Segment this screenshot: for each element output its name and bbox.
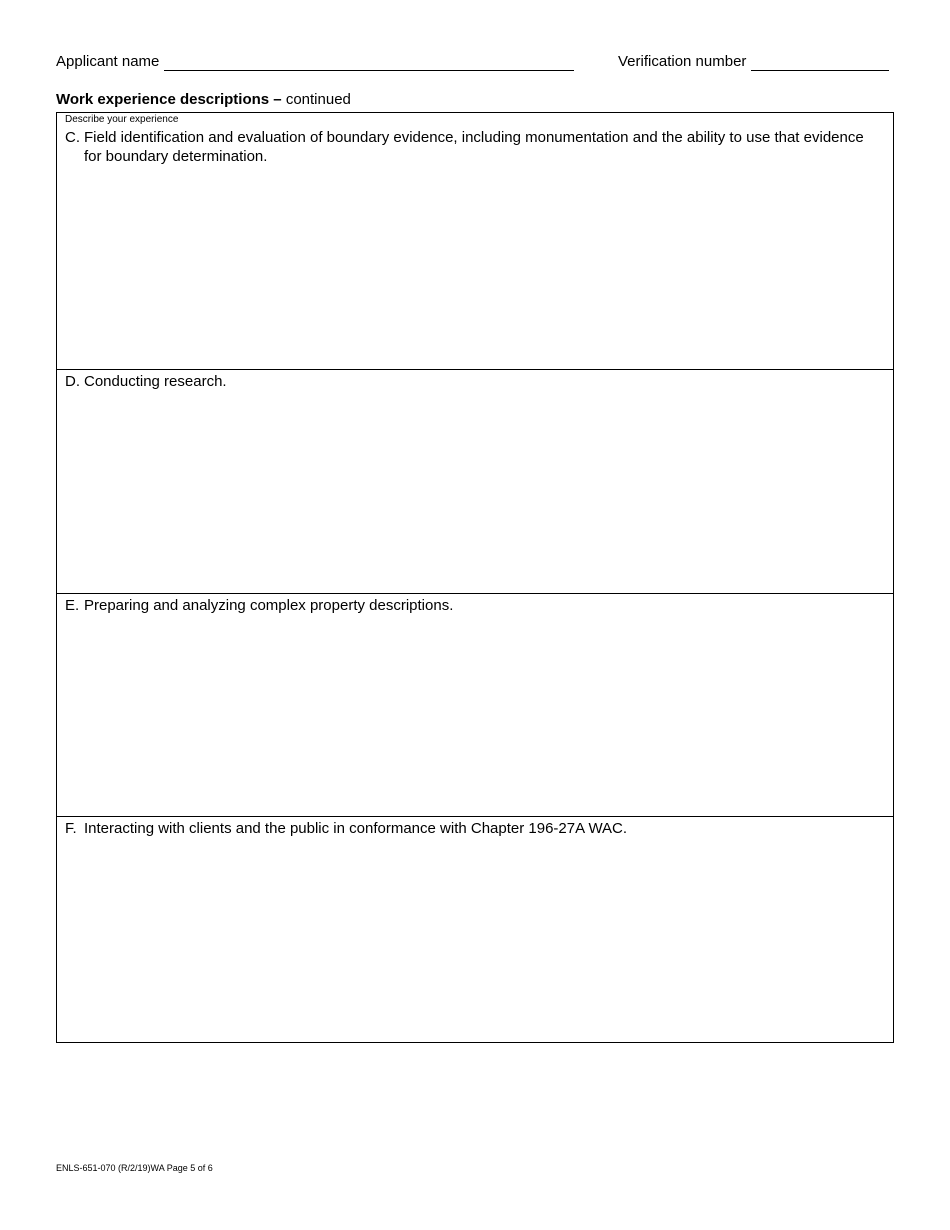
section-title-main: Work experience descriptions – bbox=[56, 91, 282, 108]
header-fields bbox=[56, 53, 894, 73]
form-footer: ENLS-651-070 (R/2/19)WA Page 5 of 6 bbox=[56, 1163, 213, 1173]
applicant-name-input-line[interactable] bbox=[164, 56, 574, 71]
experience-cell-e bbox=[57, 593, 893, 816]
section-title bbox=[56, 91, 351, 109]
item-d bbox=[65, 372, 865, 391]
item-f-text: Interacting with clients and the public in conformance with Chapter 196-27A WAC. bbox=[84, 820, 628, 837]
applicant-name-label: Applicant name bbox=[56, 53, 160, 70]
section-title-suffix: continued bbox=[285, 91, 351, 108]
item-f-letter: F. bbox=[65, 820, 77, 837]
item-e-letter: E. bbox=[65, 597, 80, 614]
item-c bbox=[65, 128, 865, 166]
describe-experience-label: Describe your experience bbox=[65, 114, 179, 125]
experience-cell-f bbox=[57, 816, 893, 1042]
answer-area-e[interactable] bbox=[65, 620, 885, 810]
item-d-letter: D. bbox=[65, 373, 80, 390]
applicant-name-field bbox=[56, 53, 577, 71]
item-d-text: Conducting research. bbox=[84, 373, 227, 390]
verification-number-label: Verification number bbox=[618, 53, 747, 70]
answer-area-f[interactable] bbox=[65, 843, 885, 1036]
verification-number-field bbox=[618, 53, 894, 71]
item-e bbox=[65, 596, 865, 615]
item-f bbox=[65, 819, 865, 838]
item-c-letter: C. bbox=[65, 129, 80, 146]
verification-number-input-line[interactable] bbox=[751, 56, 889, 71]
item-e-text: Preparing and analyzing complex property descriptions. bbox=[84, 597, 454, 614]
answer-area-c[interactable] bbox=[65, 171, 885, 363]
experience-cell-c bbox=[57, 113, 893, 369]
item-c-text: Field identification and evaluation of boundary evidence, including monumentation and the ability to use that evidence for boundary determination. bbox=[84, 129, 864, 165]
work-experience-form bbox=[56, 112, 894, 1043]
answer-area-d[interactable] bbox=[65, 396, 885, 587]
experience-cell-d bbox=[57, 369, 893, 593]
